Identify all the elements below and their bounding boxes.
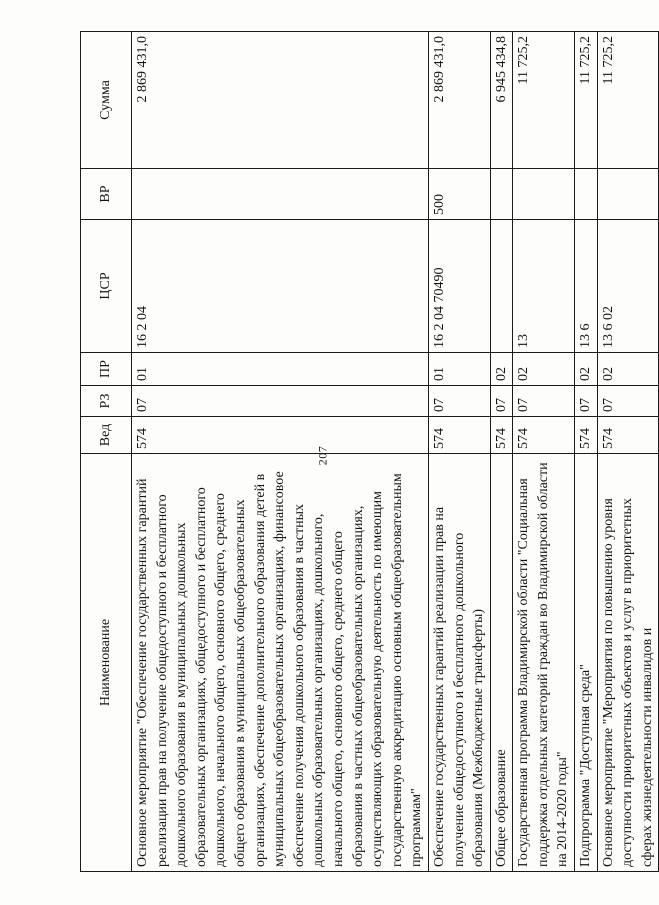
table-row bbox=[597, 32, 659, 872]
row-rz: 07 bbox=[490, 386, 513, 417]
header-rz: РЗ bbox=[81, 386, 132, 417]
page-number: 207 bbox=[315, 445, 330, 466]
row-rz: 07 bbox=[513, 386, 575, 417]
row-pr: 02 bbox=[597, 353, 659, 386]
row-name: Основное мероприятие "Обеспечение государственных гарантий реализации прав на получение общедоступного и бесплатного дошкольного образования в муниципальных дошкольных образовательных организациях, общедоступного и бесплатного дошкольного, начального общего, основного общего, среднего общего образования в муниципальных общеобразовательных организациях, обеспечение дополнительного образования детей в муниципальных общеобразовательных организациях, финансовое обеспечение получения дошкольного образования в частных дошкольных образовательных организациях, дошкольного, начального общего, основного общего, среднего общего образования в частных общеобразовательных организациях, осуществляющих образовательную деятельность по имеющим государственную аккредитацию основным общеобразовательным программам" bbox=[132, 454, 429, 872]
header-ved: Вед bbox=[81, 417, 132, 454]
row-vr bbox=[513, 169, 575, 220]
budget-table bbox=[80, 31, 659, 872]
row-sum: 2 869 431,0 bbox=[132, 32, 429, 169]
row-vr bbox=[132, 169, 429, 220]
header-pr: ПР bbox=[81, 353, 132, 386]
row-pr: 01 bbox=[428, 353, 490, 386]
row-rz: 07 bbox=[597, 386, 659, 417]
row-ved: 574 bbox=[575, 417, 598, 454]
table-row bbox=[428, 32, 490, 872]
row-pr: 01 bbox=[132, 353, 429, 386]
row-pr: 02 bbox=[490, 353, 513, 386]
row-sum: 11 725,2 bbox=[597, 32, 659, 169]
row-vr bbox=[597, 169, 659, 220]
table-row bbox=[490, 32, 513, 872]
table-row bbox=[513, 32, 575, 872]
budget-table-rotated bbox=[80, 32, 655, 872]
table-header-row bbox=[81, 32, 132, 872]
header-vr: ВР bbox=[81, 169, 132, 220]
row-vr bbox=[490, 169, 513, 220]
row-csr bbox=[490, 220, 513, 353]
row-sum: 6 945 434,8 bbox=[490, 32, 513, 169]
row-pr: 02 bbox=[513, 353, 575, 386]
row-ved: 574 bbox=[597, 417, 659, 454]
row-vr: 500 bbox=[428, 169, 490, 220]
row-csr: 16 2 04 70490 bbox=[428, 220, 490, 353]
row-sum: 2 869 431,0 bbox=[428, 32, 490, 169]
row-sum: 11 725,2 bbox=[575, 32, 598, 169]
row-ved: 574 bbox=[132, 417, 429, 454]
row-csr: 13 bbox=[513, 220, 575, 353]
row-ved: 574 bbox=[513, 417, 575, 454]
row-rz: 07 bbox=[132, 386, 429, 417]
row-ved: 574 bbox=[428, 417, 490, 454]
row-csr: 13 6 02 bbox=[597, 220, 659, 353]
table-row bbox=[575, 32, 598, 872]
row-name: Обеспечение государственных гарантий реализации прав на получение общедоступного и бесплатного дошкольного образования (Межбюджетные трансферты) bbox=[428, 454, 490, 872]
row-pr: 02 bbox=[575, 353, 598, 386]
header-name: Наименование bbox=[81, 454, 132, 872]
row-name: Общее образование bbox=[490, 454, 513, 872]
header-sum: Сумма bbox=[81, 32, 132, 169]
row-rz: 07 bbox=[428, 386, 490, 417]
row-sum: 11 725,2 bbox=[513, 32, 575, 169]
header-csr: ЦСР bbox=[81, 220, 132, 353]
row-name: Основное мероприятие "Мероприятия по повышению уровня доступности приоритетных объектов и услуг в приоритетных сферах жизнедеятельности инвалидов и bbox=[597, 454, 659, 872]
row-ved: 574 bbox=[490, 417, 513, 454]
row-vr bbox=[575, 169, 598, 220]
row-name: Подпрограмма "Доступная среда" bbox=[575, 454, 598, 872]
row-name: Государственная программа Владимирской области "Социальная поддержка отдельных категорий граждан во Владимирской области на 2014-2020 годы" bbox=[513, 454, 575, 872]
row-csr: 16 2 04 bbox=[132, 220, 429, 353]
row-csr: 13 6 bbox=[575, 220, 598, 353]
table-row bbox=[132, 32, 429, 872]
row-rz: 07 bbox=[575, 386, 598, 417]
